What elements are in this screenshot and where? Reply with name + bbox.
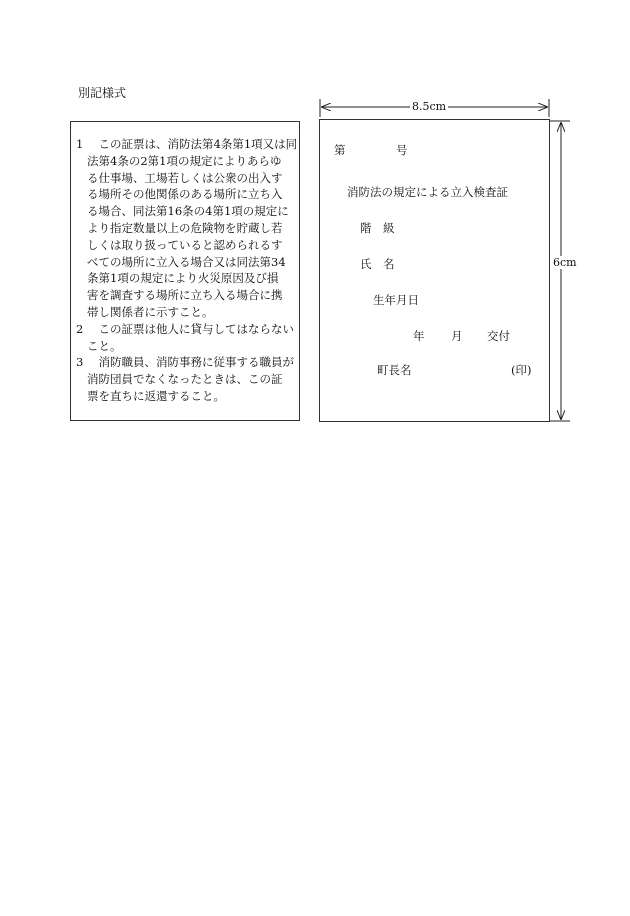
note-line: この証票は、消防法第4条第1項又は同 <box>98 137 298 151</box>
note-line: こと。 <box>87 338 122 353</box>
note-line: 消防団員でなくなったときは、この証 <box>87 372 283 387</box>
certificate-title: 消防法の規定による立入検査証 <box>347 185 508 199</box>
name-label: 氏 名 <box>360 257 395 271</box>
width-dimension-label: 8.5cm <box>412 100 447 113</box>
birthdate-label: 生年月日 <box>373 293 419 307</box>
note-item <box>71 321 297 355</box>
note-line: 消防職員、消防事務に従事する職員が <box>98 355 294 370</box>
note-line: る仕事場、工場若しくは公衆の出入す <box>87 170 283 185</box>
height-dimension-label: 6cm <box>553 256 577 269</box>
notes-list <box>71 136 297 405</box>
note-line: 害を調査する場所に立ち入る場合に携 <box>87 288 283 303</box>
note-number: 2 <box>76 321 84 336</box>
note-number: 1 <box>76 137 84 151</box>
number-suffix: 号 <box>396 143 408 157</box>
issue-label: 交付 <box>487 329 510 343</box>
note-line: る場合、同法第16条の4第1項の規定に <box>87 204 289 219</box>
note-number: 3 <box>76 355 84 370</box>
mayor-label: 町長名 <box>377 363 412 377</box>
form-label: 別記様式 <box>78 86 127 100</box>
number-prefix: 第 <box>334 143 346 157</box>
note-line: 票を直ちに返還すること。 <box>87 388 225 403</box>
seal-label: (印) <box>511 363 532 377</box>
note-line: この証票は他人に貸与してはならない <box>98 321 294 336</box>
note-item <box>71 136 297 321</box>
note-line: 帯し関係者に示すこと。 <box>87 304 214 319</box>
note-item <box>71 354 297 404</box>
note-line: べての場所に立入る場合又は同法第34 <box>87 254 286 269</box>
note-line: る場所その他関係のある場所に立ち入 <box>87 187 283 202</box>
issue-month-label: 月 <box>451 329 463 343</box>
note-line: しくは取り扱っていると認められるす <box>87 237 283 252</box>
note-line: より指定数量以上の危険物を貯蔵し若 <box>87 220 283 235</box>
note-line: 法第4条の2第1項の規定によりあらゆ <box>87 153 282 168</box>
rank-label: 階 級 <box>360 221 395 235</box>
certificate-back-box <box>70 121 300 421</box>
note-line: 条第1項の規定により火災原因及び損 <box>87 271 279 286</box>
issue-year-label: 年 <box>413 329 425 343</box>
